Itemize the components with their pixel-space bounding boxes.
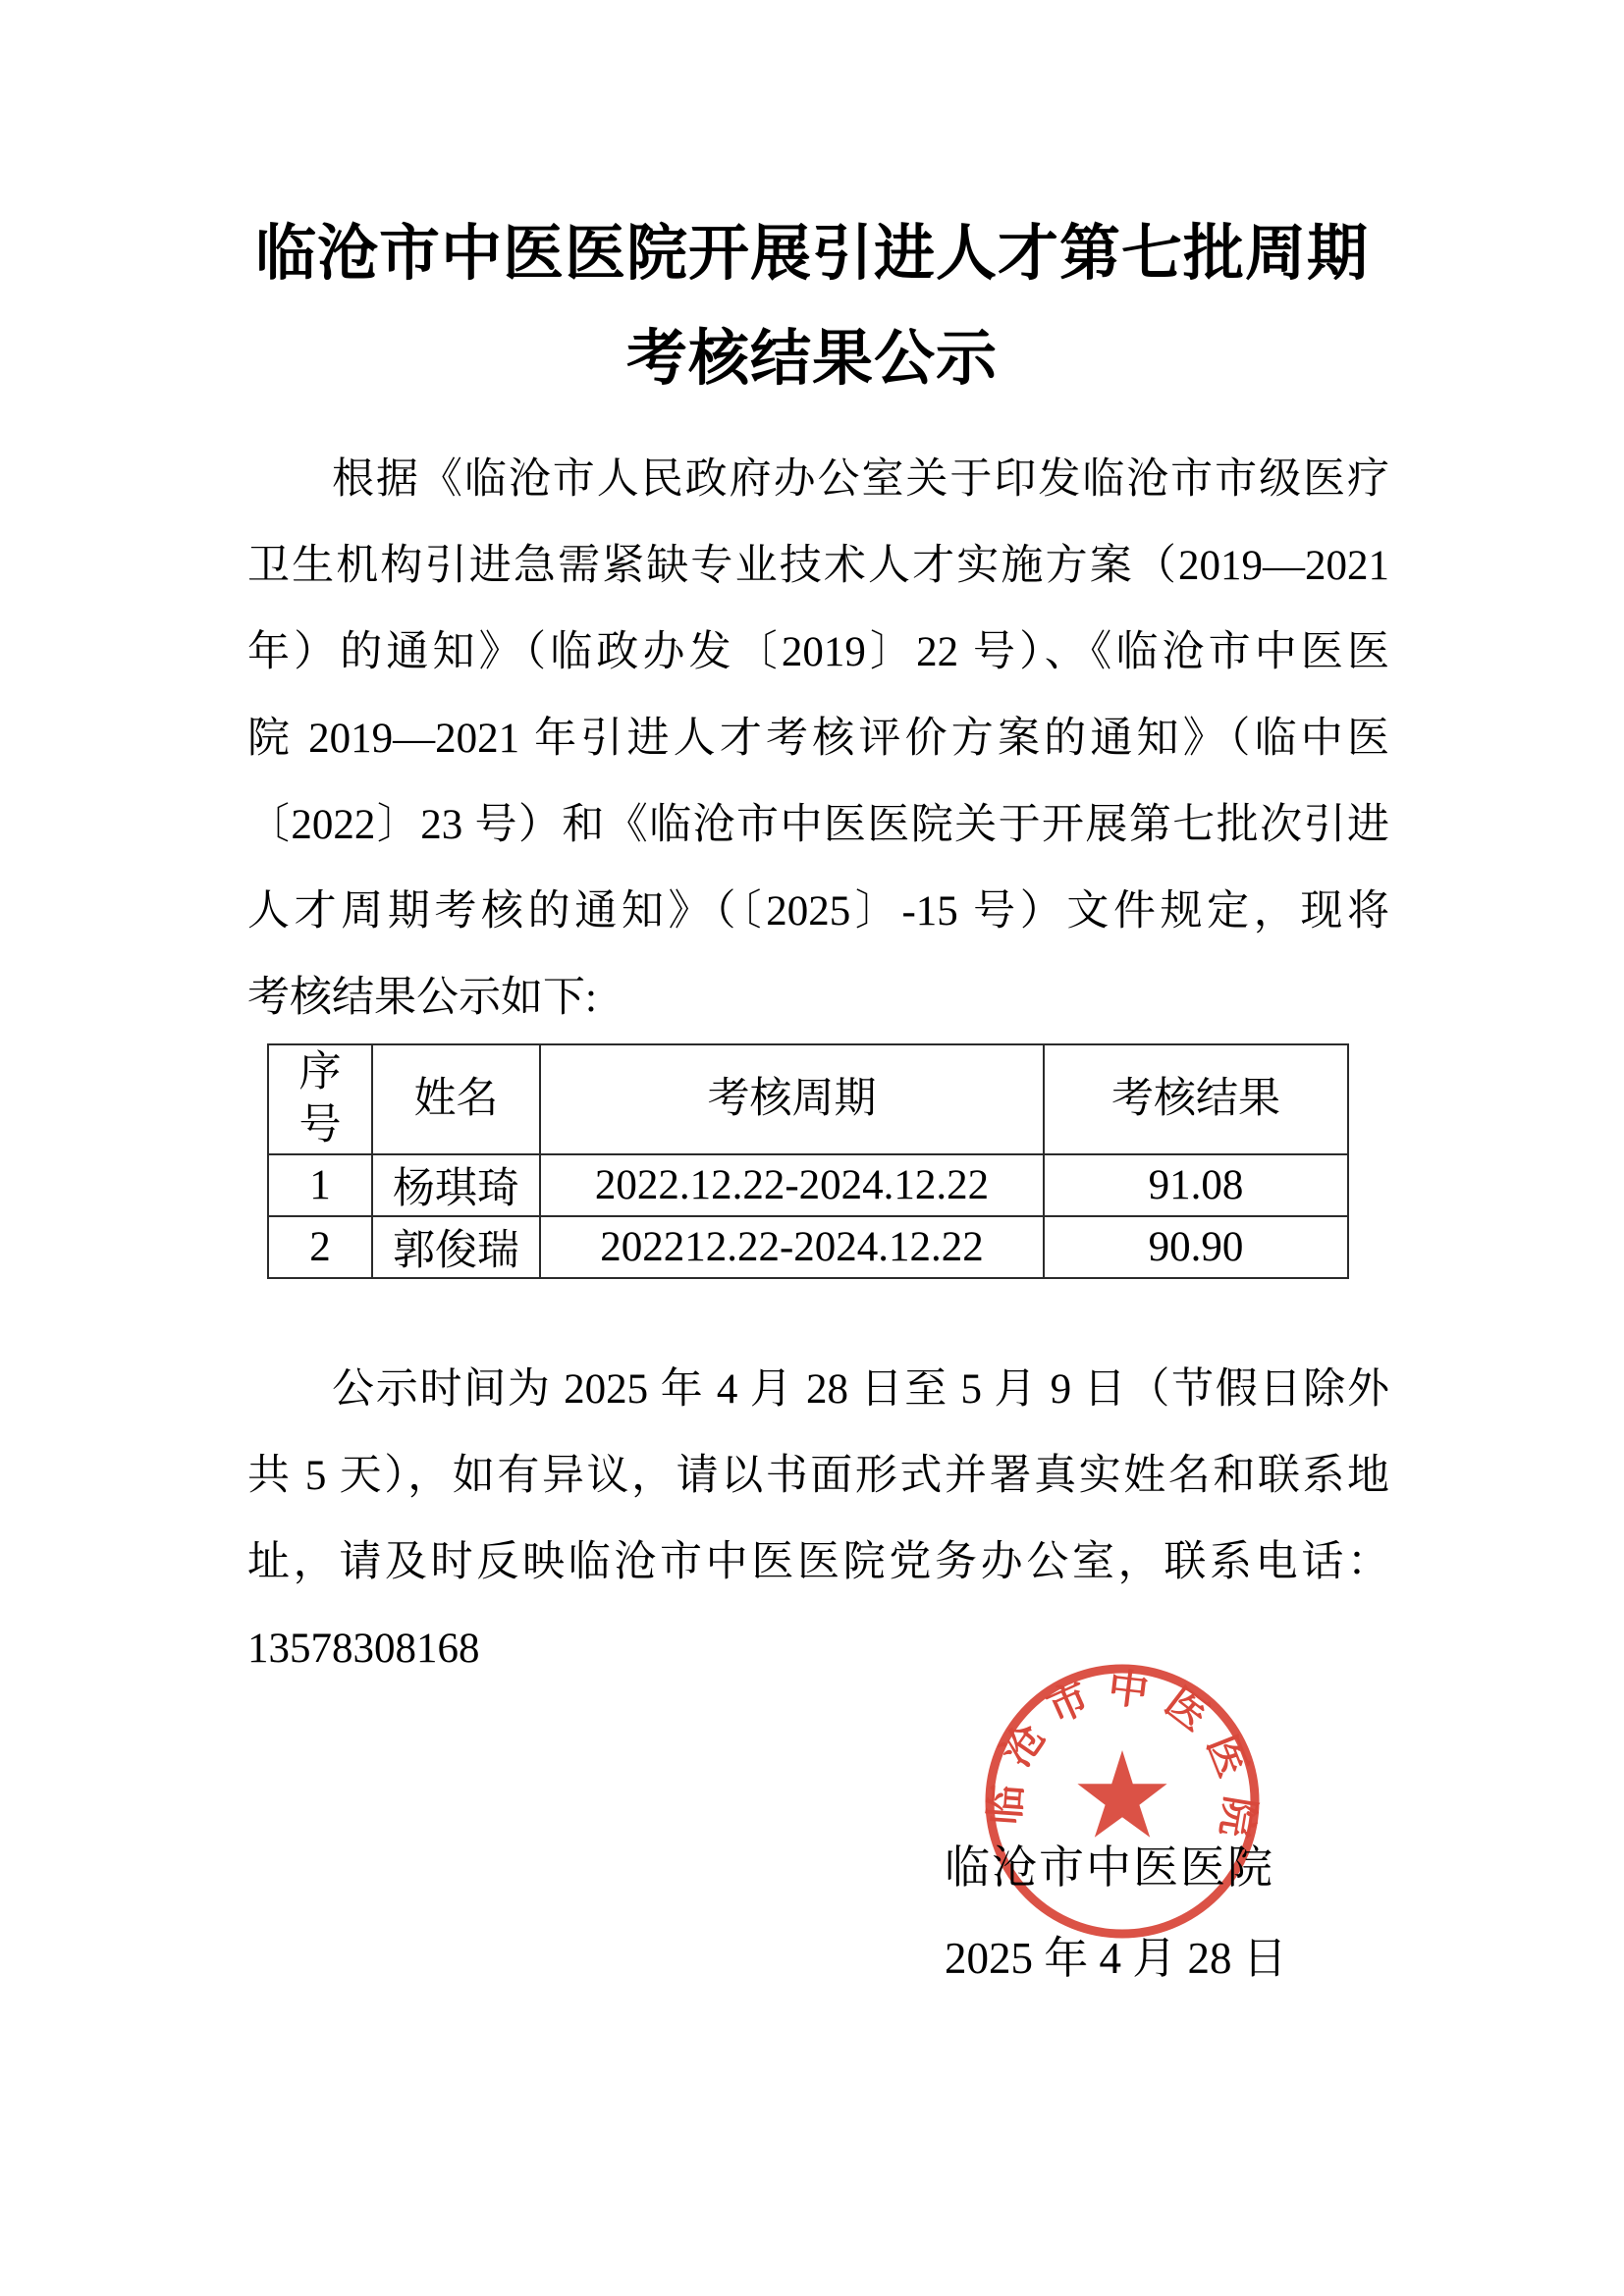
table-header-row (268, 1044, 1348, 1154)
title-line-2: 考核结果公示 (625, 326, 998, 393)
paragraph-line: 〔2022〕23 号）和《临沧市中医医院关于开展第七批次引进 (247, 802, 1389, 848)
paragraph-line: 人才周期考核的通知》（〔2025〕-15 号）文件规定，现将 (247, 888, 1389, 934)
paragraph-line: 考核结果公示如下: (247, 975, 597, 1021)
table-cell: 2 (268, 1216, 372, 1278)
official-seal-stamp (979, 1658, 1266, 1945)
table-row (268, 1216, 1348, 1278)
table-cell: 2022.12.22-2024.12.22 (540, 1154, 1044, 1216)
seal-arc-text: 临沧市中医医院 (982, 1664, 1264, 1855)
paragraph-line: 共 5 天），如有异议，请以书面形式并署真实姓名和联系地 (247, 1453, 1389, 1499)
table-cell: 202212.22-2024.12.22 (540, 1216, 1044, 1278)
paragraph-line: 卫生机构引进急需紧缺专业技术人才实施方案（2019—2021 (247, 543, 1389, 589)
paragraph-line: 公示时间为 2025 年 4 月 28 日至 5 月 9 日（节假日除外 (332, 1366, 1389, 1413)
intro-paragraph (247, 437, 1389, 1041)
paragraph-line: 址，请及时反映临沧市中医医院党务办公室，联系电话： (247, 1539, 1389, 1585)
column-header: 考核周期 (540, 1044, 1044, 1154)
table-cell: 90.90 (1044, 1216, 1348, 1278)
table-cell: 郭俊瑞 (372, 1216, 540, 1278)
column-header: 序号 (268, 1044, 372, 1154)
paragraph-line: 根据《临沧市人民政府办公室关于印发临沧市市级医疗 (332, 456, 1389, 503)
assessment-results-table (267, 1043, 1349, 1279)
table-row (268, 1154, 1348, 1216)
column-header: 姓名 (372, 1044, 540, 1154)
paragraph-line: 13578308168 (247, 1626, 480, 1672)
paragraph-line: 院 2019—2021 年引进人才考核评价方案的通知》（临中医 (247, 716, 1389, 762)
seal-star-icon (1077, 1750, 1166, 1838)
signature-date: 2025 年 4 月 28 日 (945, 1934, 1287, 1983)
column-header: 考核结果 (1044, 1044, 1348, 1154)
table-cell: 1 (268, 1154, 372, 1216)
signature-organization: 临沧市中医医院 (945, 1842, 1274, 1893)
table-cell: 杨琪琦 (372, 1154, 540, 1216)
table-cell: 91.08 (1044, 1154, 1348, 1216)
document-title (0, 202, 1624, 412)
paragraph-line: 年）的通知》（临政办发〔2019〕22 号）、《临沧市中医医 (247, 629, 1389, 675)
notice-paragraph (247, 1347, 1389, 1692)
title-line-1: 临沧市中医医院开展引进人才第七批周期 (254, 221, 1369, 288)
